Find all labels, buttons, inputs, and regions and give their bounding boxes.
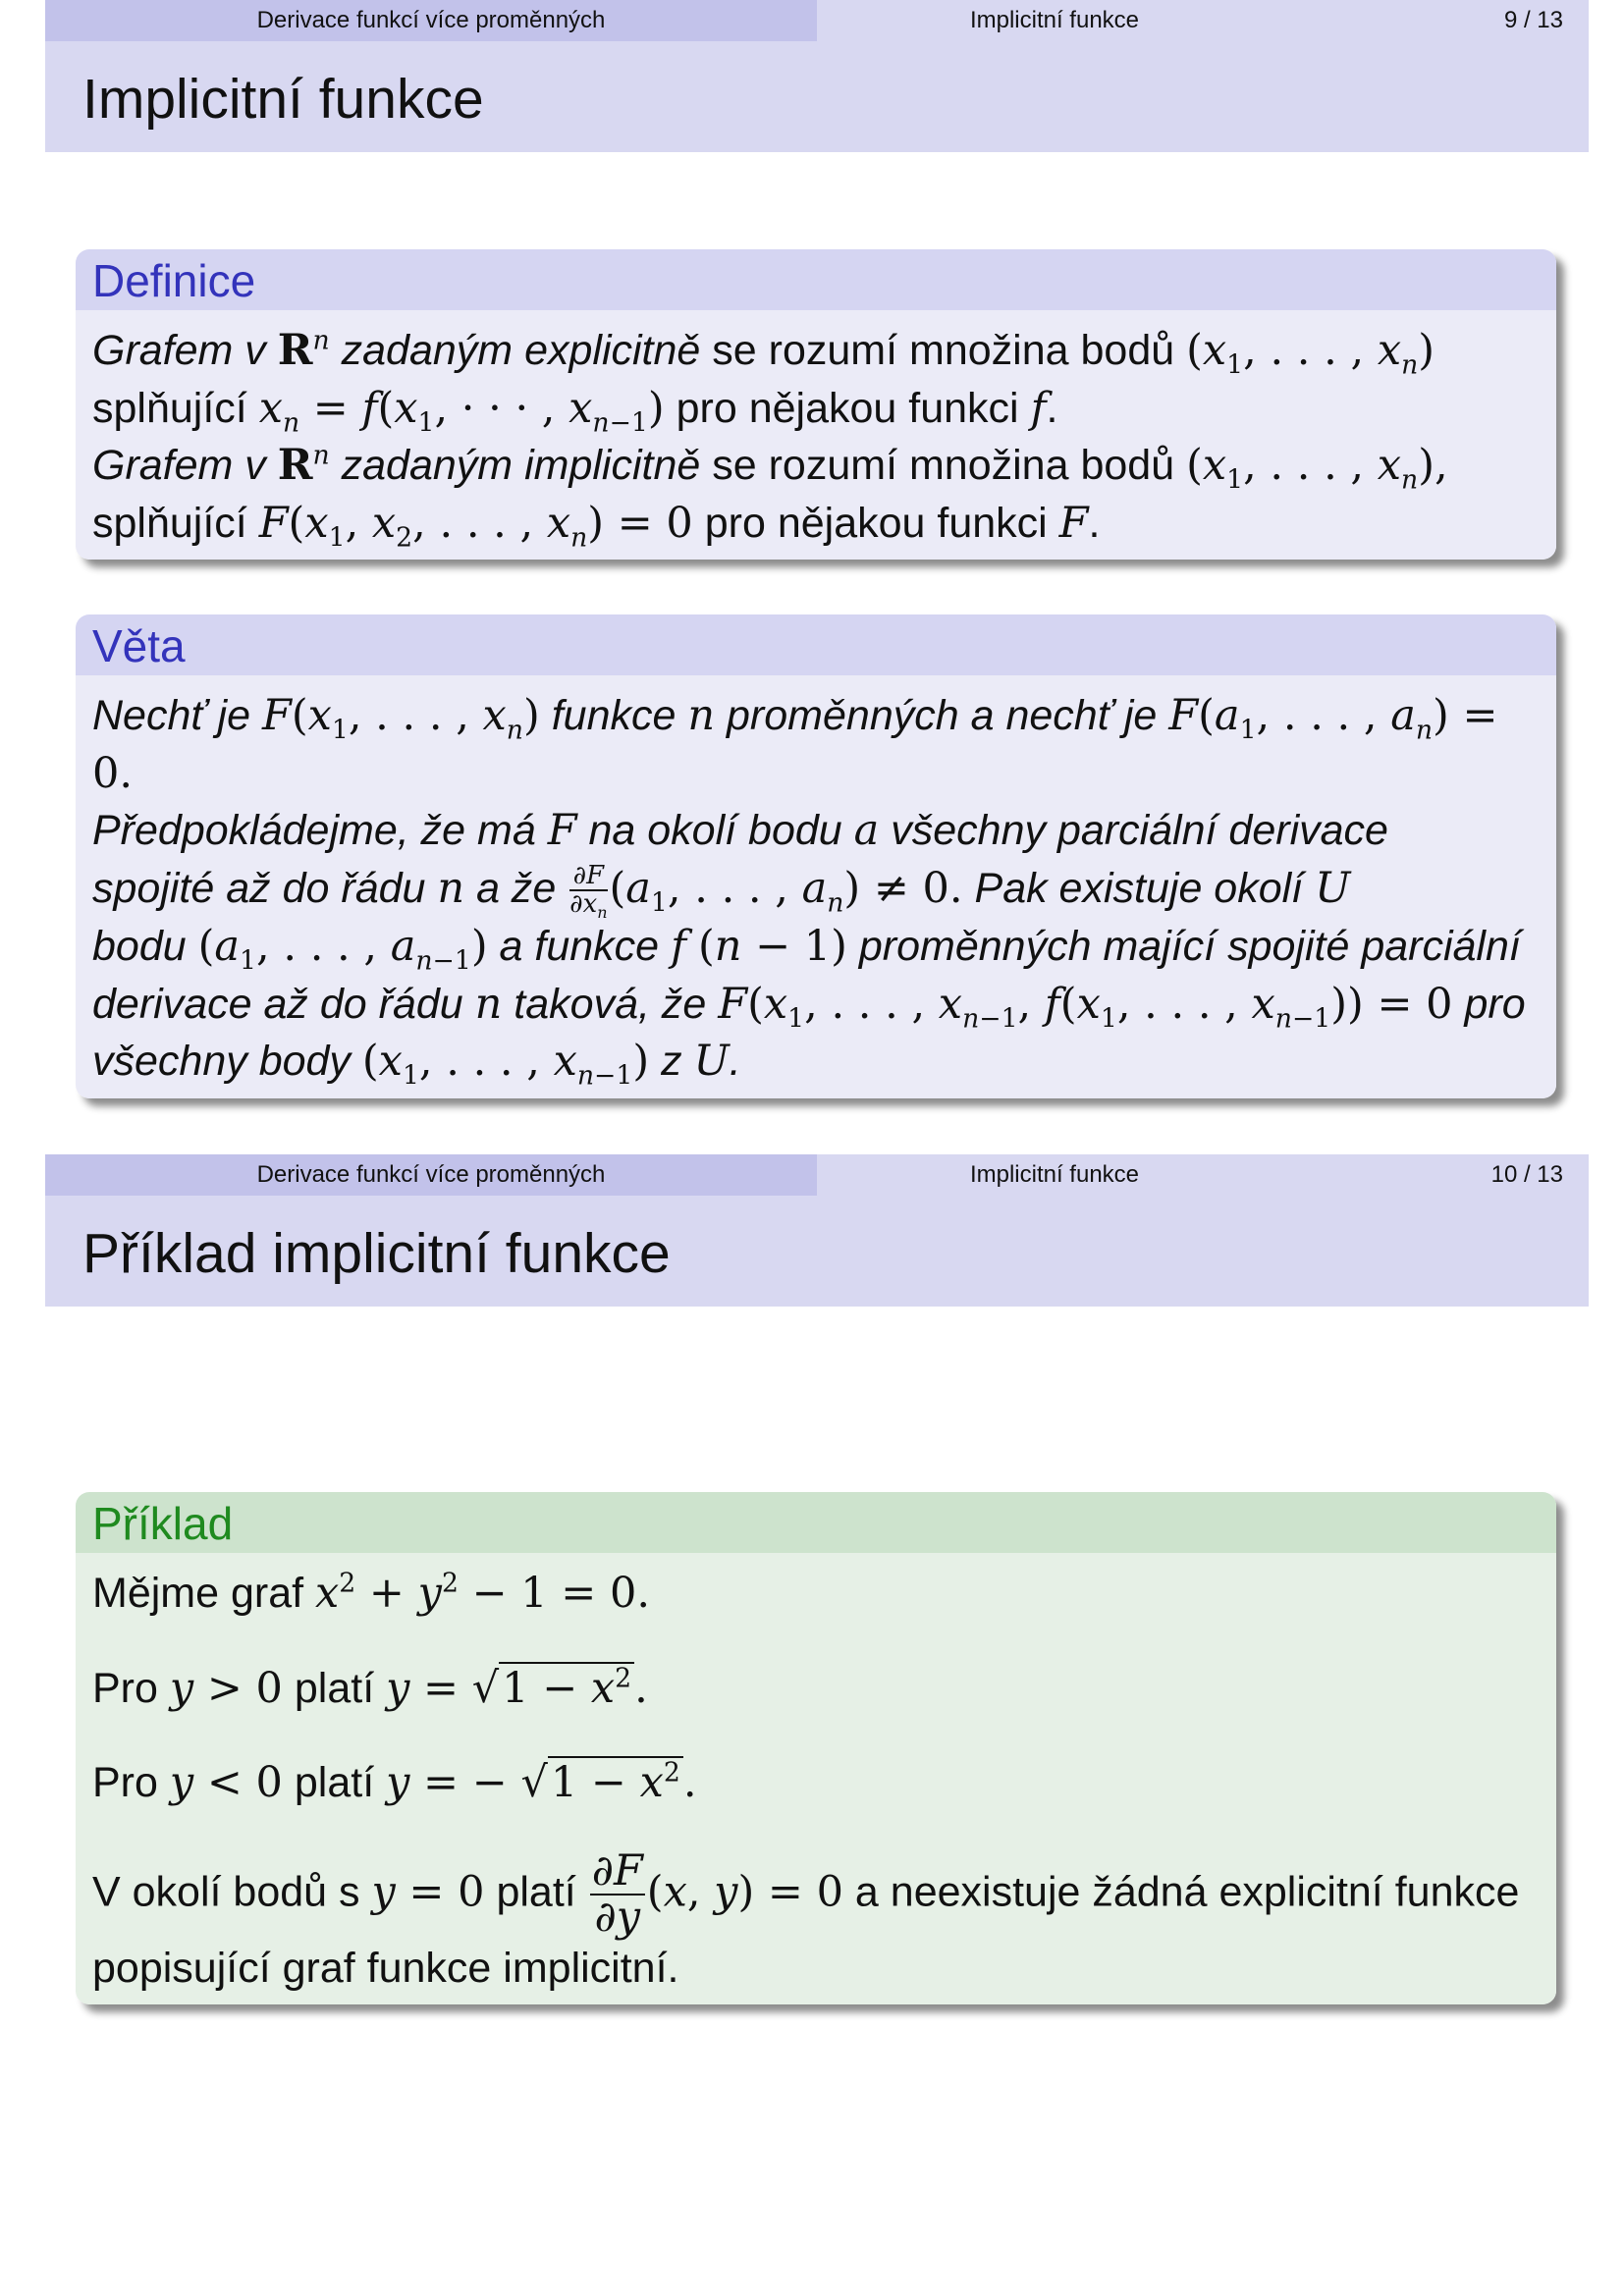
definition-line: splňující $F(x_1$, $x_2$, . . . , $x_n) = 0$ pro nějakou funkci F.	[92, 498, 1101, 554]
definition-body	[76, 310, 1556, 560]
theorem-label: Věta	[76, 614, 1556, 675]
header-page-number: 10 / 13	[1490, 1161, 1563, 1188]
definition-line: Grafem v $R^n$ zadaným explicitně se rozumí množina bodů ($x_1$, . . . , $x_n$)	[92, 325, 1435, 381]
partial-fraction: $\frac{\partial F}{\partial y}$	[591, 1845, 643, 1942]
example-line: Pro y > 0 platí $y = √1 - x^2$.	[92, 1663, 648, 1713]
header-subsection: Implicitní funkce	[969, 7, 1140, 33]
theorem-line: spojité až do řádu n a že $\frac{\partial F}{\partial x_n}$ ($a_1$, . . . , $a_n) \ne 0$. Pak existuje okolí U	[92, 861, 1351, 923]
partial-fraction: $\frac{\partial F}{\partial x_n}$	[569, 861, 608, 923]
example-line: popisující graf funkce implicitní.	[92, 1944, 679, 1992]
slide-10	[45, 1154, 1589, 1992]
example-label: Příklad	[76, 1492, 1556, 1553]
theorem-block	[76, 614, 1556, 1098]
theorem-body	[76, 675, 1556, 1098]
theorem-line: Nechť je $F(x_1$, . . . , $x_n$) funkce n proměnných a nechť je $F(a_1$, . . . , $a_n) = 0$.	[92, 691, 1498, 798]
slide-title: Příklad implicitní funkce	[82, 1222, 671, 1285]
slide-header	[45, 0, 1589, 152]
slide-header	[45, 1154, 1589, 1307]
theorem-line: všechny body ($x_1$, . . . , $x_{n-1}$) z U.	[92, 1037, 741, 1092]
example-line: Pro y < 0 platí y = − $√1 - x^2$.	[92, 1757, 697, 1807]
theorem-line: derivace až do řádu n taková, že $F(x_1$, . . . , $x_{n-1}$, $f(x_1$, . . . , $x_{n-1})) = 0$ pro	[92, 979, 1526, 1035]
theorem-line: Předpokládejme, že má F na okolí bodu a všechny parciální derivace	[92, 806, 1388, 855]
slide-9	[45, 0, 1589, 1092]
example-body	[76, 1553, 1556, 2004]
example-line: Mějme graf $x^2 + y^2 - 1 = 0$.	[92, 1568, 651, 1618]
definition-block	[76, 249, 1556, 560]
slide-title: Implicitní funkce	[82, 68, 484, 131]
example-line: V okolí bodů s y = 0 platí $\frac{\partial F}{\partial y}$ (x, y) = 0 a neexistuje žádná explicitní funkce	[92, 1845, 1520, 1942]
header-section: Derivace funkcí více proměnných	[256, 7, 606, 33]
definition-label: Definice	[76, 249, 1556, 310]
definition-line: Grafem v $R^n$ zadaným implicitně se rozumí množina bodů ($x_1$, . . . , $x_n$),	[92, 440, 1448, 496]
header-subsection: Implicitní funkce	[969, 1161, 1140, 1188]
example-block	[76, 1492, 1556, 2004]
header-section: Derivace funkcí více proměnných	[256, 1161, 606, 1188]
header-page-number: 9 / 13	[1503, 7, 1563, 33]
theorem-line: bodu ($a_1$, . . . , $a_{n-1}$) a funkce f (n − 1) proměnných mající spojité parciální	[92, 922, 1521, 977]
definition-line: splňující $x_n = f(x_1$, · · · , $x_{n-1}$) pro nějakou funkci f.	[92, 383, 1058, 439]
